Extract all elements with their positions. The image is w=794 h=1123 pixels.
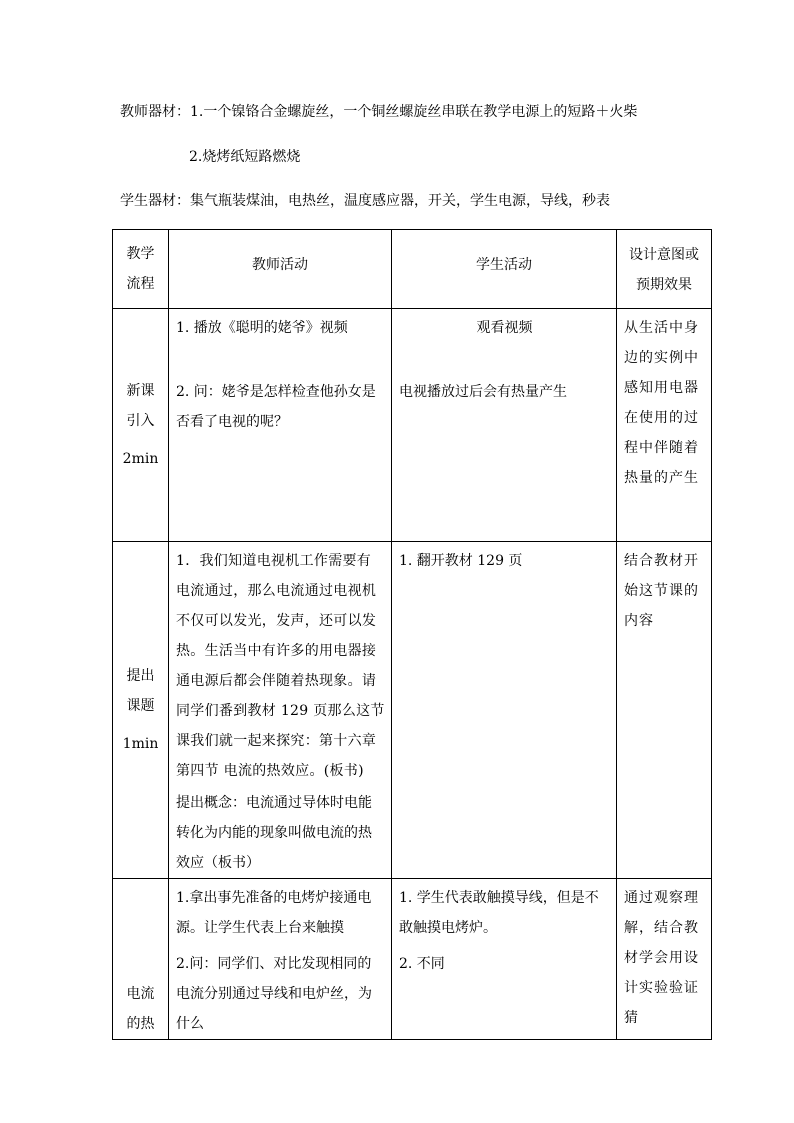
student-activity-cell bbox=[392, 309, 617, 542]
design-text: 通过观察理解，结合教材学会用设计实验验证猜 bbox=[624, 890, 699, 1026]
stage-cell bbox=[113, 309, 169, 542]
teacher-activity-cell bbox=[169, 879, 392, 1040]
design-text: 结合教材开始这节课的内容 bbox=[624, 553, 699, 629]
stage-time: 2min bbox=[122, 451, 159, 467]
student-step-1: 1. 翻开教材 129 页 bbox=[399, 553, 523, 569]
teacher-step-1: 1. 播放《聪明的姥爷》视频 bbox=[176, 320, 348, 336]
student-activity-cell bbox=[392, 879, 617, 1040]
design-text: 从生活中身边的实例中感知用电器在使用的过程中伴随着热量的产生 bbox=[624, 320, 699, 486]
design-intent-cell bbox=[617, 309, 712, 542]
header-teacher-activity: 教师活动 bbox=[169, 230, 392, 309]
stage-line2: 的热 bbox=[126, 1016, 155, 1032]
teacher-step-2: 2. 问：姥爷是怎样检查他孙女是否看了电视的呢？ bbox=[176, 384, 376, 430]
header-student-activity: 学生活动 bbox=[392, 230, 617, 309]
teacher-step-2: 提出概念：电流通过导体时电能转化为内能的现象叫做电流的热效应（板书） bbox=[176, 795, 372, 871]
stage-cell bbox=[113, 879, 169, 1040]
header-design-intent bbox=[617, 230, 712, 309]
table-header-row bbox=[113, 230, 712, 309]
header-stage-line1: 教学 bbox=[126, 246, 155, 262]
table-row bbox=[113, 309, 712, 542]
teacher-equipment-line-1: 教师器材：1.一个镍铬合金螺旋丝，一个铜丝螺旋丝串联在教学电源上的短路＋火柴 bbox=[120, 104, 638, 120]
header-stage-line2: 流程 bbox=[126, 276, 155, 292]
stage-line2: 课题 bbox=[126, 698, 155, 714]
stage-line1: 提出 bbox=[126, 668, 155, 684]
header-design-line1: 设计意图或 bbox=[629, 247, 699, 263]
table-row bbox=[113, 542, 712, 879]
stage-line1: 电流 bbox=[126, 986, 155, 1002]
student-activity-cell bbox=[392, 542, 617, 879]
design-intent-cell bbox=[617, 879, 712, 1040]
design-intent-cell bbox=[617, 542, 712, 879]
student-step-1: 1. 学生代表敢触摸导线，但是不敢触摸电烤炉。 bbox=[399, 890, 599, 936]
stage-cell bbox=[113, 542, 169, 879]
header-stage bbox=[113, 230, 169, 309]
stage-time: 1min bbox=[122, 736, 159, 752]
header-design-line2: 预期效果 bbox=[636, 277, 692, 293]
lesson-plan-table bbox=[112, 229, 712, 1040]
teacher-activity-cell bbox=[169, 542, 392, 879]
student-step-2: 电视播放过后会有热量产生 bbox=[399, 384, 567, 400]
stage-line2: 引入 bbox=[126, 413, 155, 429]
teacher-equipment-line-2: 2.烧烤纸短路燃烧 bbox=[189, 149, 301, 165]
stage-line1: 新课 bbox=[126, 383, 155, 399]
student-equipment-line: 学生器材：集气瓶装煤油，电热丝，温度感应器，开关，学生电源，导线，秒表 bbox=[120, 193, 610, 209]
student-step-2: 2. 不同 bbox=[399, 956, 445, 972]
table-row bbox=[113, 879, 712, 1040]
teacher-step-2: 2.问：同学们、对比发现相同的电流分别通过导线和电炉丝，为什么 bbox=[176, 956, 372, 1032]
teacher-activity-cell bbox=[169, 309, 392, 542]
teacher-step-1: 1．我们知道电视机工作需要有电流通过，那么电流通过电视机不仅可以发光，发声，还可以发热。生活当中有许多的用电器接通电源后都会伴随着热现象。请同学们番到教材 129 页那么这节课我们就一起来探究：第十六章 第四节 电流的热效应。(板书) bbox=[176, 553, 391, 779]
student-step-1: 观看视频 bbox=[476, 320, 533, 336]
teacher-step-1: 1.拿出事先准备的电烤炉接通电源。让学生代表上台来触摸 bbox=[176, 890, 372, 936]
